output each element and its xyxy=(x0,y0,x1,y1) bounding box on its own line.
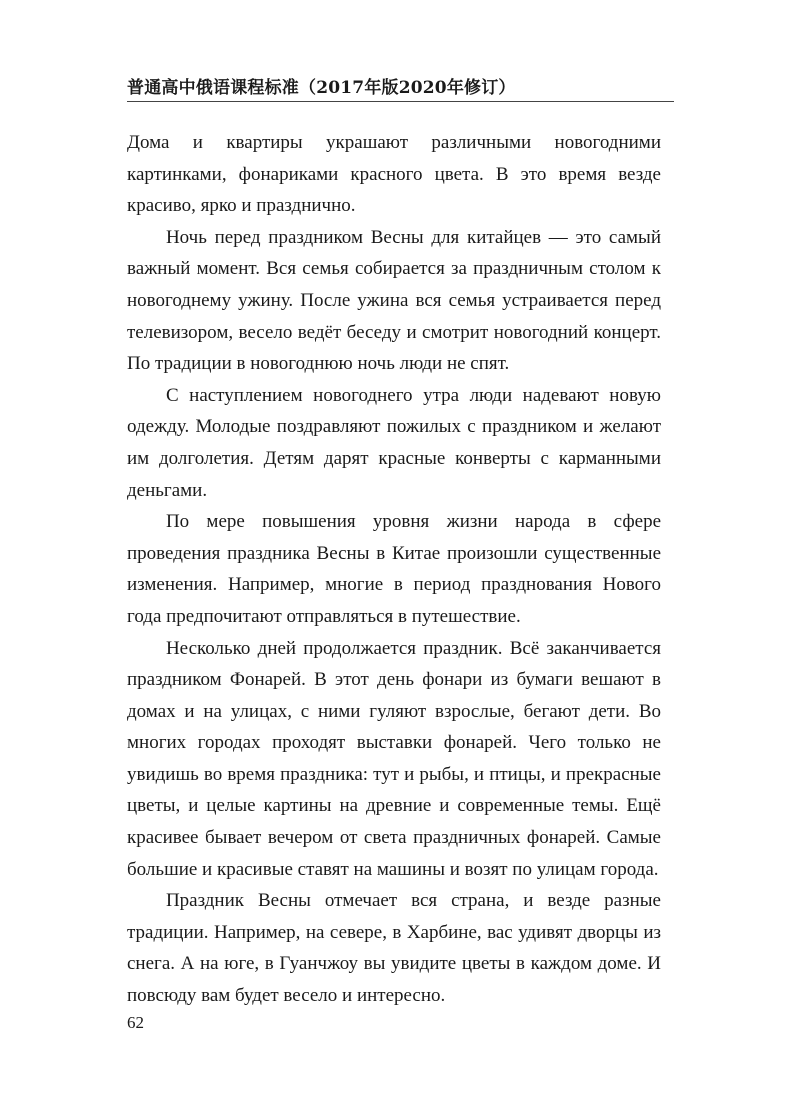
paragraph-6: Праздник Весны отмечает вся страна, и везде разные традиции. Например, на севере, в Харбине, вас удивят дворцы из снега. А на юге, в Гуанчжоу вы увидите цветы в каждом доме. И повсюду вам будет весело и интересно. xyxy=(127,890,661,1007)
paragraph-2: Ночь перед праздником Весны для китайцев — это самый важный момент. Вся семья собирается за праздничным столом к новогоднему ужину. После ужина вся семья устраивается перед телевизором, весело ведёт беседу и смотрит новогодний концерт. По традиции в новогоднюю ночь люди не спят. xyxy=(127,226,661,375)
page-number: 62 xyxy=(127,1013,144,1032)
header-divider xyxy=(127,101,674,102)
body-text xyxy=(127,127,661,1012)
paragraph-4: По мере повышения уровня жизни народа в сфере проведения праздника Весны в Китае произошли существенные изменения. Например, многие в период празднования Нового года предпочитают отправляться в путешествие. xyxy=(127,511,661,627)
paragraph-5: Несколько дней продолжается праздник. Всё заканчивается праздником Фонарей. В этот день фонари из бумаги вешают в домах и на улицах, с ними гуляют взрослые, бегают дети. Во многих городах проходят выставки фонарей. Чего только не увидишь во время праздника: тут и рыбы, и птицы, и прекрасные цветы, и целые картины на древние и современные темы. Ещё красивее бывает вечером от света праздничных фонарей. Самые большие и красивые ставят на машины и возят по улицам города. xyxy=(127,637,661,880)
paragraph-3: С наступлением новогоднего утра люди надевают новую одежду. Молодые поздравляют пожилых с праздником и желают им долголетия. Детям дарят красные конверты с карманными деньгами. xyxy=(127,384,661,501)
running-header-title: 普通高中俄语课程标准（2017年版2020年修订） xyxy=(127,78,516,98)
paragraph-1: Дома и квартиры украшают различными новогодними картинками, фонариками красного цвета. В это время везде красиво, ярко и празднично. xyxy=(127,132,661,217)
